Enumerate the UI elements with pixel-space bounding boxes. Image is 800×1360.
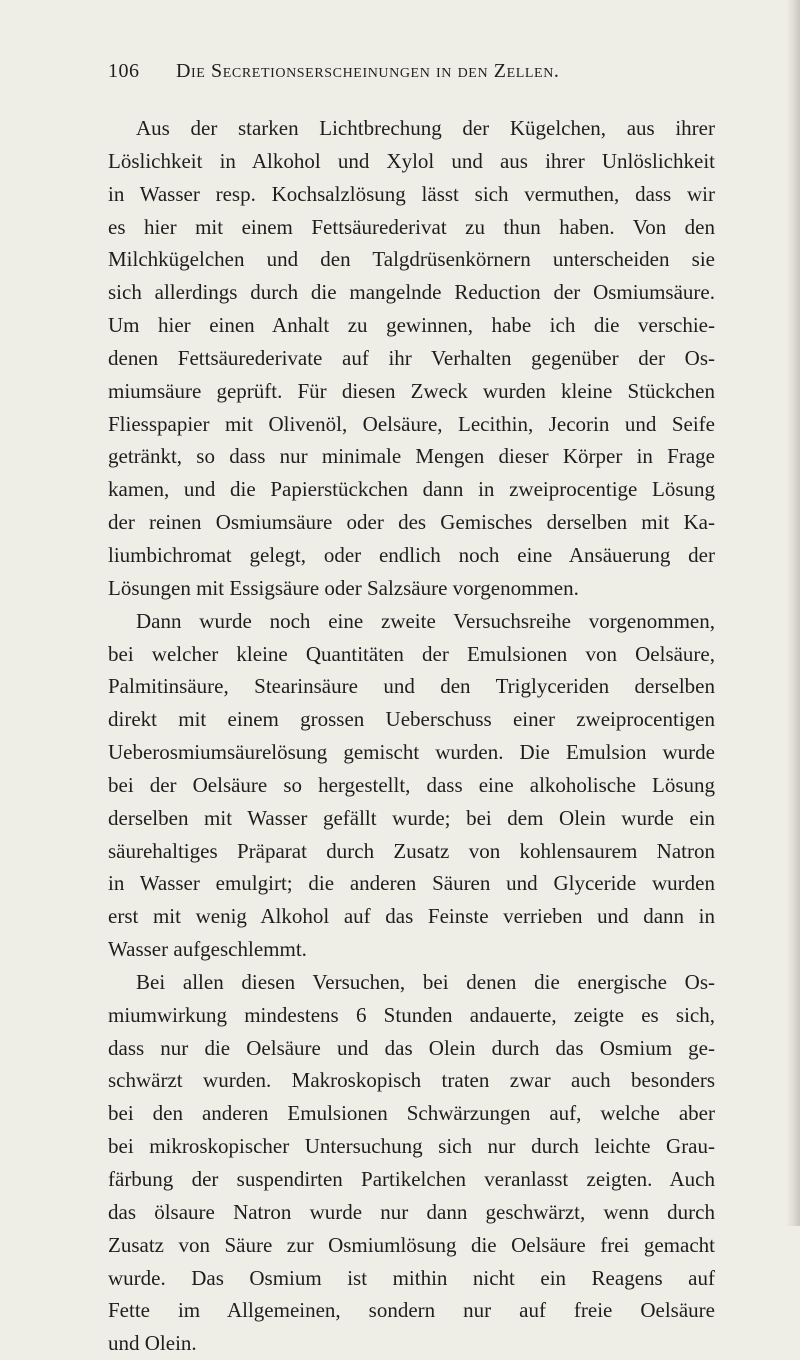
text-line: Ueberosmiumsäurelösung gemischt wurden. Die Emulsion wurde [108, 740, 715, 765]
text-line: erst mit wenig Alkohol auf das Feinste verrieben und dann in [108, 904, 715, 929]
text-line: denen Fettsäurederivate auf ihr Verhalten gegenüber der Os- [108, 345, 715, 370]
text-line: Um hier einen Anhalt zu gewinnen, habe ich die verschie- [108, 313, 715, 338]
paragraph [108, 966, 715, 1360]
text-line: das ölsaure Natron wurde nur dann geschwärzt, wenn durch [108, 1199, 715, 1224]
text-line: Wasser aufgeschlemmt. [108, 937, 307, 962]
text-line: bei mikroskopischer Untersuchung sich nur durch leichte Grau- [108, 1134, 715, 1159]
text-line: miumwirkung mindestens 6 Stunden andauerte, zeigte es sich, [108, 1002, 715, 1027]
text-line: direkt mit einem grossen Ueberschuss einer zweiprocentigen [108, 707, 715, 732]
text-line: es hier mit einem Fettsäurederivat zu thun haben. Von den [108, 214, 715, 239]
text-line: wurde. Das Osmium ist mithin nicht ein Reagens auf [108, 1265, 715, 1290]
text-line: der reinen Osmiumsäure oder des Gemisches derselben mit Ka- [108, 510, 715, 535]
page-header [108, 60, 718, 92]
text-line: Lösungen mit Essigsäure oder Salzsäure vorgenommen. [108, 575, 579, 600]
text-line: Aus der starken Lichtbrechung der Kügelchen, aus ihrer [136, 116, 715, 140]
paragraph [108, 112, 715, 605]
text-line: bei welcher kleine Quantitäten der Emulsionen von Oelsäure, [108, 641, 715, 666]
text-line: bei den anderen Emulsionen Schwärzungen auf, welche aber [108, 1101, 715, 1126]
text-line: dass nur die Oelsäure und das Olein durch das Osmium ge- [108, 1035, 715, 1060]
text-line: Palmitinsäure, Stearinsäure und den Triglyceriden derselben [108, 674, 715, 699]
text-line: Dann wurde noch eine zweite Versuchsreihe vorgenommen, [136, 608, 715, 633]
text-line: in Wasser emulgirt; die anderen Säuren und Glyceride wurden [108, 871, 715, 896]
text-line: derselben mit Wasser gefällt wurde; bei dem Olein wurde ein [108, 805, 715, 830]
body-text [108, 112, 715, 1360]
paragraph [108, 605, 715, 966]
text-line: sich allerdings durch die mangelnde Reduction der Osmiumsäure. [108, 280, 715, 305]
running-head: Die Secretionserscheinungen in den Zellen. [176, 60, 560, 82]
text-line: Fette im Allgemeinen, sondern nur auf freie Oelsäure [108, 1298, 715, 1323]
text-line: in Wasser resp. Kochsalzlösung lässt sich vermuthen, dass wir [108, 181, 715, 206]
text-line: kamen, und die Papierstückchen dann in zweiprocentige Lösung [108, 477, 715, 502]
text-line: Fliesspapier mit Olivenöl, Oelsäure, Lecithin, Jecorin und Seife [108, 411, 715, 436]
text-line: miumsäure geprüft. Für diesen Zweck wurden kleine Stückchen [108, 378, 715, 403]
text-line: Zusatz von Säure zur Osmiumlösung die Oelsäure frei gemacht [108, 1232, 715, 1257]
text-line: Bei allen diesen Versuchen, bei denen die energische Os- [136, 969, 715, 994]
text-line: schwärzt wurden. Makroskopisch traten zwar auch besonders [108, 1068, 715, 1093]
text-line: Milchkügelchen und den Talgdrüsenkörnern unterscheiden sie [108, 247, 715, 272]
text-line: bei der Oelsäure so hergestellt, dass eine alkoholische Lösung [108, 772, 715, 797]
text-line: säurehaltiges Präparat durch Zusatz von kohlensaurem Natron [108, 838, 715, 863]
page-edge-shadow [786, 0, 800, 1226]
text-line: liumbichromat gelegt, oder endlich noch eine Ansäuerung der [108, 542, 715, 567]
page-number: 106 [108, 60, 140, 82]
text-line: getränkt, so dass nur minimale Mengen dieser Körper in Frage [108, 444, 715, 469]
text-line: und Olein. [108, 1331, 197, 1356]
text-line: Löslichkeit in Alkohol und Xylol und aus ihrer Unlöslichkeit [108, 148, 715, 173]
text-line: färbung der suspendirten Partikelchen veranlasst zeigten. Auch [108, 1167, 715, 1191]
